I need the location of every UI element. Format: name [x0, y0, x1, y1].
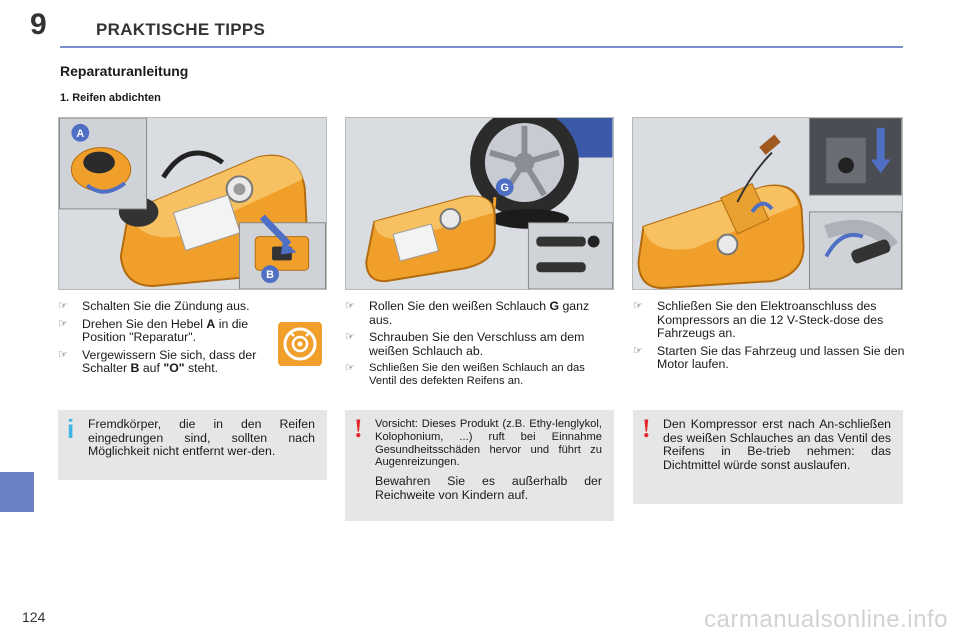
tire-repair-gauge-icon	[278, 322, 322, 366]
step-ref-o: "O"	[163, 361, 185, 375]
warning-icon: !	[354, 414, 363, 443]
illustration-compressor-lever	[58, 117, 327, 290]
callout-b: B	[266, 269, 275, 282]
wheel-hose-drawing	[346, 118, 613, 289]
step-ref-b: B	[130, 361, 140, 375]
step-connect-valve	[345, 362, 615, 387]
step-text: auf	[139, 361, 164, 375]
info-icon: i	[67, 414, 75, 444]
step-text: Starten Sie das Fahrzeug und lassen Sie den Motor laufen.	[657, 343, 905, 371]
callout-g: G	[500, 182, 509, 195]
step-text: Vergewissern Sie sich, dass der Schalter	[82, 347, 257, 375]
note-paragraph: Den Kompressor erst nach An-schließen des weißen Schlauches an das Ventil des Reifens in Be-trieb nehmen: das Dichtmittel würde sonst auslaufen.	[663, 417, 891, 472]
step-lever-a	[58, 318, 276, 345]
note-text	[663, 418, 891, 472]
step-ref-g: G	[549, 299, 560, 313]
note-paragraph: Fremdkörper, die in den Reifen eingedrungen sind, sollten nach Möglichkeit nicht entfernt wer-den.	[88, 417, 315, 458]
step-switch-b	[58, 349, 276, 376]
warning-note-compressor	[633, 410, 903, 504]
step-connect-power	[633, 300, 905, 341]
power-connection-drawing	[633, 118, 902, 289]
step-text: in die Position "Reparatur".	[82, 316, 249, 344]
step-ignition-off	[58, 300, 276, 314]
step-unroll-hose	[345, 300, 615, 327]
chapter-side-tab	[0, 472, 34, 512]
chapter-title: PRAKTISCHE TIPPS	[96, 20, 266, 39]
subsection-title: 1. Reifen abdichten	[60, 92, 161, 104]
step-unscrew-cap	[345, 331, 615, 358]
warning-note-chemicals	[345, 410, 614, 521]
note-paragraph: Vorsicht: Dieses Produkt (z.B. Ethy-lenglykol, Kolophonium, ...) ruft bei Einnahme Gesundheitsschäden hervor und führt zu Augenreizungen.	[375, 418, 602, 469]
illustration-power-connection	[632, 117, 903, 290]
warning-icon: !	[642, 414, 651, 443]
watermark: carmanualsonline.info	[704, 606, 948, 633]
step-text: Rollen Sie den weißen Schlauch	[369, 299, 550, 313]
page-number: 124	[22, 609, 46, 625]
note-text	[88, 418, 315, 459]
steps-column-3	[633, 300, 905, 376]
step-ref-a: A	[206, 316, 216, 331]
note-text	[375, 418, 602, 502]
steps-column-1	[58, 300, 276, 380]
info-note	[58, 410, 327, 480]
compressor-lever-drawing	[59, 118, 326, 289]
step-text: Schrauben Sie den Verschluss am dem weißen Schlauch ab.	[369, 330, 585, 358]
note-paragraph: Bewahren Sie es außerhalb der Reichweite von Kindern auf.	[375, 474, 602, 502]
header-rule	[60, 46, 903, 48]
step-start-engine	[633, 345, 905, 372]
step-text: Schalten Sie die Zündung aus.	[82, 299, 250, 313]
steps-column-2	[345, 300, 615, 391]
callout-a: A	[76, 127, 85, 140]
step-text: ganz aus.	[369, 299, 590, 327]
chapter-number: 9	[30, 8, 47, 41]
step-text: Schließen Sie den weißen Schlauch an das Ventil des defekten Reifens an.	[369, 362, 585, 387]
step-text: steht.	[184, 361, 219, 375]
illustration-wheel-hose	[345, 117, 614, 290]
step-text: Schließen Sie den Elektroanschluss des Kompressors an die 12 V-Steck-dose des Fahrzeugs an.	[657, 299, 884, 340]
section-title: Reparaturanleitung	[60, 63, 189, 79]
step-text: Drehen Sie den Hebel	[82, 316, 207, 331]
